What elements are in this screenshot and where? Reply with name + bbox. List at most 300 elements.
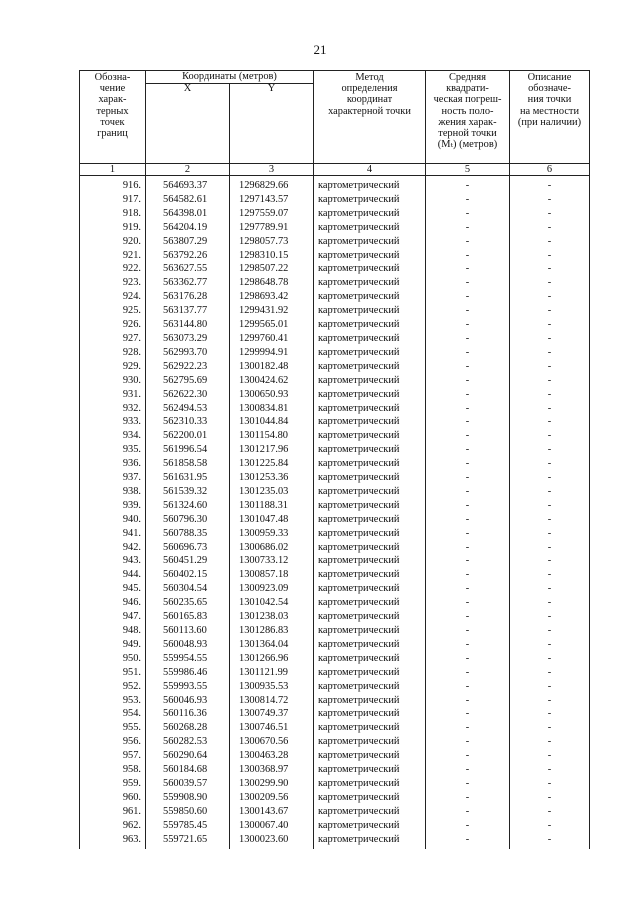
error-cell: -	[426, 652, 510, 666]
method-cell: картометрический	[314, 221, 426, 235]
y-coordinate: 1297559.07	[230, 207, 314, 221]
x-coordinate: 562622.30	[146, 388, 230, 402]
table-row	[80, 249, 590, 263]
y-coordinate: 1300463.28	[230, 749, 314, 763]
header-description: Описание обозначе- ния точки на местности (при наличии)	[510, 71, 590, 164]
table-row	[80, 582, 590, 596]
y-coordinate: 1301154.80	[230, 429, 314, 443]
method-cell: картометрический	[314, 666, 426, 680]
method-cell: картометрический	[314, 346, 426, 360]
header-error: Средняя квадрати- ческая погреш- ность поло- жения харак- терной точки (Mₜ) (метров)	[426, 71, 510, 164]
method-cell: картометрический	[314, 318, 426, 332]
method-cell: картометрический	[314, 735, 426, 749]
point-number: 938.	[80, 485, 146, 499]
description-cell: -	[510, 235, 590, 249]
x-coordinate: 560268.28	[146, 721, 230, 735]
x-coordinate: 562795.69	[146, 374, 230, 388]
point-number: 919.	[80, 221, 146, 235]
description-cell: -	[510, 290, 590, 304]
y-coordinate: 1301266.96	[230, 652, 314, 666]
error-cell: -	[426, 249, 510, 263]
x-coordinate: 562993.70	[146, 346, 230, 360]
point-number: 941.	[80, 527, 146, 541]
table-row	[80, 763, 590, 777]
y-coordinate: 1300746.51	[230, 721, 314, 735]
x-coordinate: 559986.46	[146, 666, 230, 680]
method-cell: картометрический	[314, 721, 426, 735]
table-row	[80, 402, 590, 416]
point-number: 921.	[80, 249, 146, 263]
header-row	[80, 71, 590, 84]
method-cell: картометрический	[314, 763, 426, 777]
method-cell: картометрический	[314, 819, 426, 833]
header-point-id: Обозна- чение харак- терных точек границ	[80, 71, 146, 164]
point-number: 963.	[80, 833, 146, 849]
x-coordinate: 560788.35	[146, 527, 230, 541]
header-x: X	[146, 84, 230, 164]
error-cell: -	[426, 527, 510, 541]
point-number: 926.	[80, 318, 146, 332]
table-row	[80, 749, 590, 763]
point-number: 924.	[80, 290, 146, 304]
description-cell: -	[510, 415, 590, 429]
description-cell: -	[510, 360, 590, 374]
point-number: 949.	[80, 638, 146, 652]
point-number: 961.	[80, 805, 146, 819]
description-cell: -	[510, 207, 590, 221]
y-coordinate: 1300857.18	[230, 568, 314, 582]
table-row	[80, 596, 590, 610]
table-row	[80, 176, 590, 193]
method-cell: картометрический	[314, 332, 426, 346]
x-coordinate: 560116.36	[146, 707, 230, 721]
x-coordinate: 559850.60	[146, 805, 230, 819]
method-cell: картометрический	[314, 805, 426, 819]
x-coordinate: 561996.54	[146, 443, 230, 457]
table-row	[80, 415, 590, 429]
y-coordinate: 1299431.92	[230, 304, 314, 318]
error-cell: -	[426, 680, 510, 694]
description-cell: -	[510, 262, 590, 276]
y-coordinate: 1301217.96	[230, 443, 314, 457]
error-cell: -	[426, 513, 510, 527]
error-cell: -	[426, 833, 510, 849]
y-coordinate: 1299565.01	[230, 318, 314, 332]
description-cell: -	[510, 513, 590, 527]
method-cell: картометрический	[314, 833, 426, 849]
x-coordinate: 561324.60	[146, 499, 230, 513]
error-cell: -	[426, 235, 510, 249]
x-coordinate: 563792.26	[146, 249, 230, 263]
y-coordinate: 1300143.67	[230, 805, 314, 819]
x-coordinate: 560696.73	[146, 541, 230, 555]
point-number: 952.	[80, 680, 146, 694]
error-cell: -	[426, 610, 510, 624]
error-cell: -	[426, 749, 510, 763]
description-cell: -	[510, 457, 590, 471]
point-number: 933.	[80, 415, 146, 429]
y-coordinate: 1301042.54	[230, 596, 314, 610]
description-cell: -	[510, 833, 590, 849]
x-coordinate: 563176.28	[146, 290, 230, 304]
x-coordinate: 562310.33	[146, 415, 230, 429]
method-cell: картометрический	[314, 388, 426, 402]
point-number: 940.	[80, 513, 146, 527]
description-cell: -	[510, 346, 590, 360]
description-cell: -	[510, 388, 590, 402]
error-cell: -	[426, 457, 510, 471]
method-cell: картометрический	[314, 777, 426, 791]
error-cell: -	[426, 471, 510, 485]
y-coordinate: 1300814.72	[230, 694, 314, 708]
description-cell: -	[510, 680, 590, 694]
y-coordinate: 1297789.91	[230, 221, 314, 235]
error-cell: -	[426, 374, 510, 388]
point-number: 939.	[80, 499, 146, 513]
description-cell: -	[510, 749, 590, 763]
x-coordinate: 560796.30	[146, 513, 230, 527]
table-row	[80, 652, 590, 666]
point-number: 950.	[80, 652, 146, 666]
column-number: 2	[146, 164, 230, 176]
point-number: 962.	[80, 819, 146, 833]
x-coordinate: 561539.32	[146, 485, 230, 499]
table-row	[80, 207, 590, 221]
error-cell: -	[426, 429, 510, 443]
y-coordinate: 1301188.31	[230, 499, 314, 513]
column-number-row	[80, 164, 590, 176]
error-cell: -	[426, 304, 510, 318]
table-row	[80, 221, 590, 235]
table-row	[80, 541, 590, 555]
table-row	[80, 360, 590, 374]
description-cell: -	[510, 193, 590, 207]
table-row	[80, 374, 590, 388]
method-cell: картометрический	[314, 360, 426, 374]
method-cell: картометрический	[314, 415, 426, 429]
boundary-points-table	[79, 70, 590, 849]
error-cell: -	[426, 707, 510, 721]
x-coordinate: 563144.80	[146, 318, 230, 332]
description-cell: -	[510, 443, 590, 457]
point-number: 929.	[80, 360, 146, 374]
method-cell: картометрический	[314, 582, 426, 596]
y-coordinate: 1300935.53	[230, 680, 314, 694]
x-coordinate: 564693.37	[146, 176, 230, 193]
point-number: 944.	[80, 568, 146, 582]
error-cell: -	[426, 735, 510, 749]
point-number: 922.	[80, 262, 146, 276]
table-row	[80, 610, 590, 624]
error-cell: -	[426, 582, 510, 596]
table-row	[80, 235, 590, 249]
description-cell: -	[510, 332, 590, 346]
error-cell: -	[426, 777, 510, 791]
header-y: Y	[230, 84, 314, 164]
y-coordinate: 1301364.04	[230, 638, 314, 652]
x-coordinate: 560282.53	[146, 735, 230, 749]
description-cell: -	[510, 791, 590, 805]
point-number: 956.	[80, 735, 146, 749]
x-coordinate: 561631.95	[146, 471, 230, 485]
method-cell: картометрический	[314, 652, 426, 666]
method-cell: картометрический	[314, 249, 426, 263]
x-coordinate: 560048.93	[146, 638, 230, 652]
error-cell: -	[426, 290, 510, 304]
point-number: 918.	[80, 207, 146, 221]
description-cell: -	[510, 735, 590, 749]
table-row	[80, 624, 590, 638]
error-cell: -	[426, 388, 510, 402]
error-cell: -	[426, 805, 510, 819]
table-row	[80, 721, 590, 735]
description-cell: -	[510, 819, 590, 833]
x-coordinate: 560451.29	[146, 554, 230, 568]
error-cell: -	[426, 346, 510, 360]
table-row	[80, 262, 590, 276]
point-number: 951.	[80, 666, 146, 680]
page-number: 21	[313, 42, 327, 57]
error-cell: -	[426, 763, 510, 777]
method-cell: картометрический	[314, 290, 426, 304]
error-cell: -	[426, 207, 510, 221]
header-coordinates: Координаты (метров)	[146, 71, 314, 84]
method-cell: картометрический	[314, 596, 426, 610]
method-cell: картометрический	[314, 304, 426, 318]
description-cell: -	[510, 485, 590, 499]
method-cell: картометрический	[314, 791, 426, 805]
method-cell: картометрический	[314, 207, 426, 221]
description-cell: -	[510, 568, 590, 582]
error-cell: -	[426, 318, 510, 332]
description-cell: -	[510, 763, 590, 777]
y-coordinate: 1301044.84	[230, 415, 314, 429]
x-coordinate: 560113.60	[146, 624, 230, 638]
error-cell: -	[426, 221, 510, 235]
method-cell: картометрический	[314, 680, 426, 694]
method-cell: картометрический	[314, 235, 426, 249]
y-coordinate: 1299760.41	[230, 332, 314, 346]
point-number: 923.	[80, 276, 146, 290]
y-coordinate: 1298693.42	[230, 290, 314, 304]
y-coordinate: 1300368.97	[230, 763, 314, 777]
point-number: 935.	[80, 443, 146, 457]
header-method: Метод определения координат характерной точки	[314, 71, 426, 164]
point-number: 953.	[80, 694, 146, 708]
method-cell: картометрический	[314, 541, 426, 555]
description-cell: -	[510, 249, 590, 263]
description-cell: -	[510, 318, 590, 332]
method-cell: картометрический	[314, 262, 426, 276]
point-number: 942.	[80, 541, 146, 555]
point-number: 937.	[80, 471, 146, 485]
method-cell: картометрический	[314, 707, 426, 721]
error-cell: -	[426, 638, 510, 652]
y-coordinate: 1301286.83	[230, 624, 314, 638]
x-coordinate: 563807.29	[146, 235, 230, 249]
column-number: 5	[426, 164, 510, 176]
y-coordinate: 1300209.56	[230, 791, 314, 805]
description-cell: -	[510, 610, 590, 624]
column-number: 4	[314, 164, 426, 176]
table-body	[80, 176, 590, 849]
x-coordinate: 564398.01	[146, 207, 230, 221]
point-number: 955.	[80, 721, 146, 735]
description-cell: -	[510, 527, 590, 541]
error-cell: -	[426, 499, 510, 513]
point-number: 936.	[80, 457, 146, 471]
table-row	[80, 638, 590, 652]
point-number: 957.	[80, 749, 146, 763]
method-cell: картометрический	[314, 402, 426, 416]
y-coordinate: 1300670.56	[230, 735, 314, 749]
error-cell: -	[426, 694, 510, 708]
table-row	[80, 346, 590, 360]
x-coordinate: 559721.65	[146, 833, 230, 849]
table-row	[80, 554, 590, 568]
x-coordinate: 564204.19	[146, 221, 230, 235]
description-cell: -	[510, 221, 590, 235]
method-cell: картометрический	[314, 624, 426, 638]
y-coordinate: 1300424.62	[230, 374, 314, 388]
method-cell: картометрический	[314, 193, 426, 207]
description-cell: -	[510, 652, 590, 666]
method-cell: картометрический	[314, 749, 426, 763]
x-coordinate: 560235.65	[146, 596, 230, 610]
y-coordinate: 1298648.78	[230, 276, 314, 290]
y-coordinate: 1300834.81	[230, 402, 314, 416]
point-number: 928.	[80, 346, 146, 360]
point-number: 947.	[80, 610, 146, 624]
error-cell: -	[426, 819, 510, 833]
table-row	[80, 777, 590, 791]
x-coordinate: 563137.77	[146, 304, 230, 318]
description-cell: -	[510, 666, 590, 680]
method-cell: картометрический	[314, 513, 426, 527]
table-row	[80, 527, 590, 541]
description-cell: -	[510, 721, 590, 735]
table-row	[80, 429, 590, 443]
description-cell: -	[510, 596, 590, 610]
method-cell: картометрический	[314, 457, 426, 471]
point-number: 958.	[80, 763, 146, 777]
error-cell: -	[426, 485, 510, 499]
table-row	[80, 666, 590, 680]
y-coordinate: 1300923.09	[230, 582, 314, 596]
column-number: 6	[510, 164, 590, 176]
description-cell: -	[510, 499, 590, 513]
table-row	[80, 193, 590, 207]
table-row	[80, 471, 590, 485]
method-cell: картометрический	[314, 610, 426, 624]
table-row	[80, 499, 590, 513]
y-coordinate: 1301225.84	[230, 457, 314, 471]
method-cell: картометрический	[314, 276, 426, 290]
error-cell: -	[426, 791, 510, 805]
y-coordinate: 1300749.37	[230, 707, 314, 721]
description-cell: -	[510, 777, 590, 791]
point-number: 943.	[80, 554, 146, 568]
y-coordinate: 1301235.03	[230, 485, 314, 499]
y-coordinate: 1300182.48	[230, 360, 314, 374]
description-cell: -	[510, 694, 590, 708]
method-cell: картометрический	[314, 638, 426, 652]
y-coordinate: 1300299.90	[230, 777, 314, 791]
x-coordinate: 560184.68	[146, 763, 230, 777]
point-number: 946.	[80, 596, 146, 610]
x-coordinate: 562200.01	[146, 429, 230, 443]
description-cell: -	[510, 541, 590, 555]
table-row	[80, 304, 590, 318]
method-cell: картометрический	[314, 694, 426, 708]
x-coordinate: 559954.55	[146, 652, 230, 666]
column-number: 1	[80, 164, 146, 176]
table-row	[80, 443, 590, 457]
x-coordinate: 563362.77	[146, 276, 230, 290]
point-number: 959.	[80, 777, 146, 791]
description-cell: -	[510, 554, 590, 568]
table-row	[80, 290, 590, 304]
description-cell: -	[510, 624, 590, 638]
x-coordinate: 560290.64	[146, 749, 230, 763]
table-row	[80, 485, 590, 499]
y-coordinate: 1301121.99	[230, 666, 314, 680]
x-coordinate: 559993.55	[146, 680, 230, 694]
column-number: 3	[230, 164, 314, 176]
method-cell: картометрический	[314, 443, 426, 457]
x-coordinate: 560165.83	[146, 610, 230, 624]
method-cell: картометрический	[314, 429, 426, 443]
point-number: 960.	[80, 791, 146, 805]
method-cell: картометрический	[314, 554, 426, 568]
table-row	[80, 332, 590, 346]
error-cell: -	[426, 666, 510, 680]
error-cell: -	[426, 262, 510, 276]
description-cell: -	[510, 374, 590, 388]
y-coordinate: 1299994.91	[230, 346, 314, 360]
error-cell: -	[426, 541, 510, 555]
table-row	[80, 318, 590, 332]
error-cell: -	[426, 276, 510, 290]
error-cell: -	[426, 443, 510, 457]
error-cell: -	[426, 624, 510, 638]
error-cell: -	[426, 332, 510, 346]
table-row	[80, 707, 590, 721]
point-number: 916.	[80, 176, 146, 193]
table-row	[80, 568, 590, 582]
description-cell: -	[510, 582, 590, 596]
table-row	[80, 735, 590, 749]
point-number: 932.	[80, 402, 146, 416]
point-number: 931.	[80, 388, 146, 402]
y-coordinate: 1300733.12	[230, 554, 314, 568]
y-coordinate: 1301238.03	[230, 610, 314, 624]
x-coordinate: 561858.58	[146, 457, 230, 471]
description-cell: -	[510, 638, 590, 652]
y-coordinate: 1300023.60	[230, 833, 314, 849]
description-cell: -	[510, 176, 590, 193]
description-cell: -	[510, 805, 590, 819]
point-number: 954.	[80, 707, 146, 721]
x-coordinate: 563073.29	[146, 332, 230, 346]
point-number: 917.	[80, 193, 146, 207]
point-number: 920.	[80, 235, 146, 249]
y-coordinate: 1300959.33	[230, 527, 314, 541]
y-coordinate: 1297143.57	[230, 193, 314, 207]
method-cell: картометрический	[314, 485, 426, 499]
table-row	[80, 833, 590, 849]
x-coordinate: 560046.93	[146, 694, 230, 708]
